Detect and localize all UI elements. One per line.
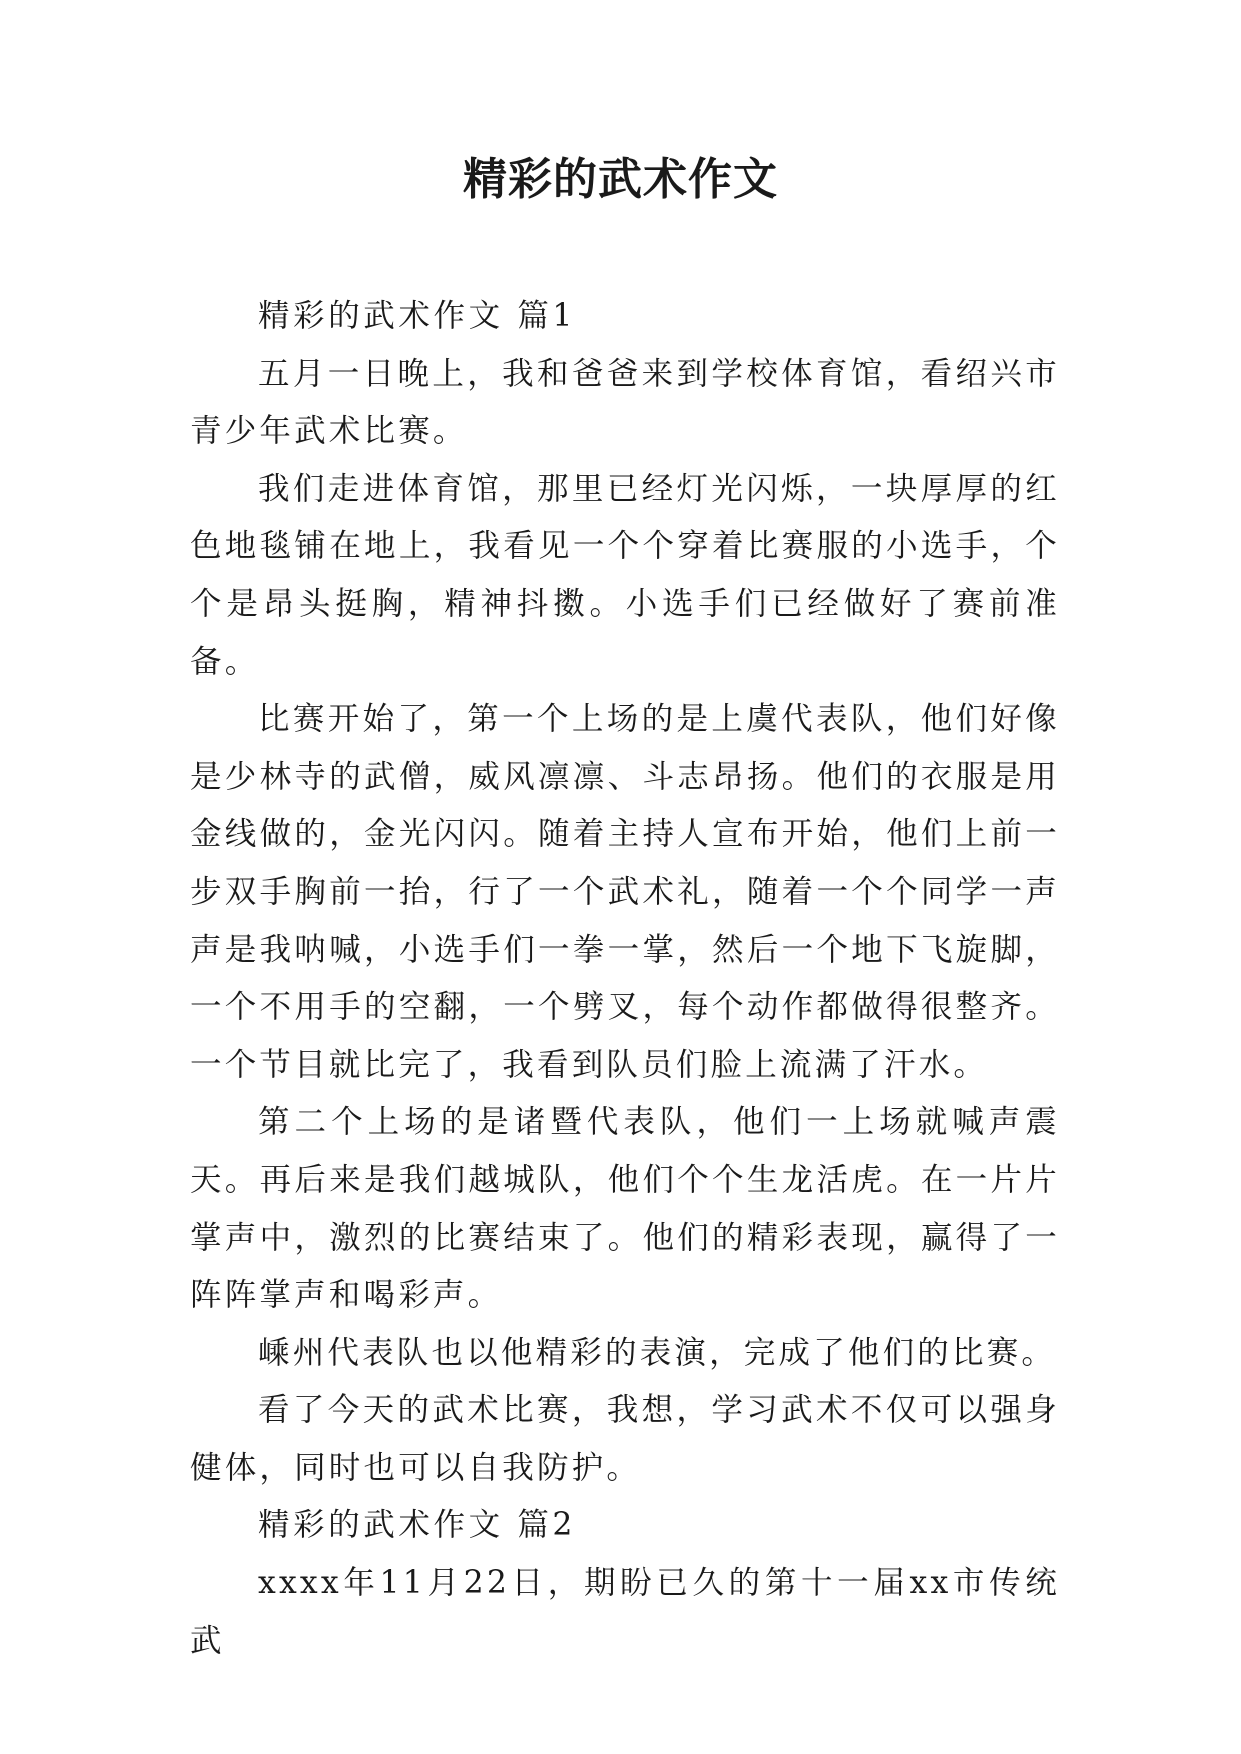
paragraph: 比赛开始了，第一个上场的是上虞代表队，他们好像是少林寺的武僧，威风凛凛、斗志昂扬。他们的衣服是用金线做的，金光闪闪。随着主持人宣布开始，他们上前一步双手胸前一抬，行了一个武术礼，随着一个个同学一声声是我呐喊，小选手们一拳一掌，然后一个地下飞旋脚，一个不用手的空翻，一个劈叉，每个动作都做得很整齐。一个节目就比完了，我看到队员们脸上流满了汗水。: [190, 701, 1060, 1083]
document-title: 精彩的武术作文: [463, 154, 778, 205]
document-body: [190, 288, 1060, 1670]
paragraph: 看了今天的武术比赛，我想，学习武术不仅可以强身健体，同时也可以自我防护。: [190, 1392, 1060, 1486]
paragraph: 第二个上场的是诸暨代表队，他们一上场就喊声震天。再后来是我们越城队，他们个个生龙活虎。在一片片掌声中，激烈的比赛结束了。他们的精彩表现，赢得了一阵阵掌声和喝彩声。: [190, 1104, 1060, 1314]
section-heading-1: 精彩的武术作文 篇1: [258, 298, 577, 334]
section-heading-2: 精彩的武术作文 篇2: [258, 1507, 577, 1544]
paragraph: 五月一日晚上，我和爸爸来到学校体育馆，看绍兴市青少年武术比赛。: [190, 355, 1060, 450]
paragraph: xxxx年11月22日，期盼已久的第十一届xx市传统武: [190, 1565, 1060, 1659]
paragraph: 嵊州代表队也以他精彩的表演，完成了他们的比赛。: [258, 1334, 1057, 1371]
paragraph: 我们走进体育馆，那里已经灯光闪烁，一块厚厚的红色地毯铺在地上，我看见一个个穿着比赛服的小选手，个个是昂头挺胸，精神抖擞。小选手们已经做好了赛前准备。: [190, 470, 1060, 680]
